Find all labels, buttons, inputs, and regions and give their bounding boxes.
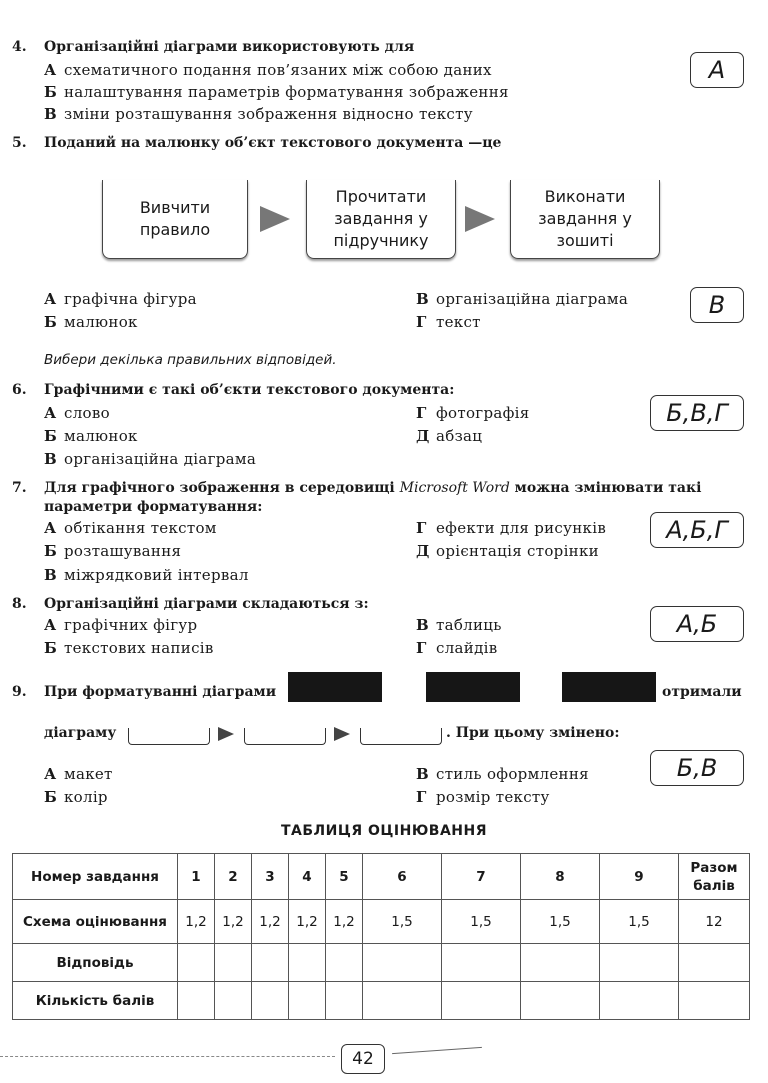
option-text: текст bbox=[436, 313, 481, 331]
q6-option-v bbox=[44, 450, 256, 468]
option-letter: Б bbox=[44, 83, 58, 101]
answer-blank-3[interactable] bbox=[360, 728, 442, 745]
q9-option-v bbox=[416, 765, 589, 783]
q8-option-b bbox=[44, 639, 214, 657]
option-text: малюнок bbox=[64, 427, 138, 445]
option-text: колір bbox=[64, 788, 108, 806]
q7-text-part: можна змінювати такі bbox=[514, 480, 702, 496]
q5-text: Поданий на малюнку об’єкт текстового документа —це bbox=[44, 135, 502, 151]
q7-option-d bbox=[416, 542, 599, 560]
q9-number: 9. bbox=[12, 684, 27, 700]
q5-option-v bbox=[416, 290, 628, 308]
table-title: ТАБЛИЦЯ ОЦІНЮВАННЯ bbox=[280, 823, 487, 839]
option-letter: Б bbox=[44, 313, 58, 331]
q8-option-g bbox=[416, 639, 497, 657]
q9-option-g bbox=[416, 788, 550, 806]
option-letter: В bbox=[44, 105, 57, 123]
option-text: макет bbox=[64, 765, 113, 783]
option-letter: А bbox=[44, 519, 57, 537]
q5-option-g bbox=[416, 313, 481, 331]
table-cell[interactable] bbox=[178, 944, 215, 982]
q9-text-diagram: діаграму bbox=[44, 725, 117, 741]
q7-answer-box[interactable]: А,Б,Г bbox=[650, 512, 744, 548]
option-letter: В bbox=[416, 290, 429, 308]
option-letter: Б bbox=[44, 788, 58, 806]
table-cell[interactable] bbox=[252, 982, 289, 1020]
q5-number: 5. bbox=[12, 135, 27, 151]
table-header-cell: 9 bbox=[600, 854, 679, 900]
option-letter: В bbox=[44, 566, 57, 584]
diagram-image-1 bbox=[288, 672, 382, 702]
option-letter: Д bbox=[416, 542, 430, 560]
option-letter: Б bbox=[44, 427, 58, 445]
multiple-answers-hint: Вибери декілька правильних відповідей. bbox=[44, 352, 337, 368]
table-header-label: Номер завдання bbox=[13, 854, 178, 900]
table-header-cell: 6 bbox=[363, 854, 442, 900]
q7-option-a bbox=[44, 519, 217, 537]
q7-app-name: Microsoft Word bbox=[399, 480, 510, 496]
option-letter: А bbox=[44, 404, 57, 422]
q6-option-d bbox=[416, 427, 482, 445]
table-row bbox=[13, 900, 750, 944]
option-text: фотографія bbox=[436, 404, 530, 422]
option-text: розташування bbox=[64, 542, 182, 560]
q7-text bbox=[44, 480, 754, 496]
table-header-cell: Разом балів bbox=[679, 854, 750, 900]
diagram-image-2 bbox=[426, 672, 520, 702]
table-row bbox=[13, 944, 750, 982]
option-letter: Г bbox=[416, 313, 427, 331]
table-cell: 1,5 bbox=[600, 900, 679, 944]
table-cell[interactable] bbox=[600, 944, 679, 982]
table-row-label: Кількість балів bbox=[13, 982, 178, 1020]
table-cell: 1,2 bbox=[289, 900, 326, 944]
table-cell: 1,5 bbox=[363, 900, 442, 944]
q9-answer-box[interactable]: Б,В bbox=[650, 750, 744, 786]
table-cell[interactable] bbox=[326, 982, 363, 1020]
q7-option-v bbox=[44, 566, 249, 584]
option-letter: А bbox=[44, 616, 57, 634]
option-letter: В bbox=[416, 616, 429, 634]
table-cell[interactable] bbox=[178, 982, 215, 1020]
table-header-cell: 1 bbox=[178, 854, 215, 900]
q9-text: При форматуванні діаграми bbox=[44, 684, 277, 700]
option-letter: Г bbox=[416, 404, 427, 422]
option-text: ефекти для рисунків bbox=[436, 519, 607, 537]
q4-number: 4. bbox=[12, 39, 27, 55]
q6-number: 6. bbox=[12, 382, 27, 398]
table-cell: 1,2 bbox=[215, 900, 252, 944]
flow-arrow-icon bbox=[465, 206, 495, 232]
table-cell[interactable] bbox=[363, 982, 442, 1020]
option-text: графічна фігура bbox=[64, 290, 197, 308]
score-table bbox=[12, 853, 750, 1020]
table-cell: 1,5 bbox=[521, 900, 600, 944]
q9-option-a bbox=[44, 765, 113, 783]
option-text: графічних фігур bbox=[64, 616, 198, 634]
table-cell[interactable] bbox=[289, 944, 326, 982]
q4-option-a bbox=[44, 61, 492, 79]
q8-option-a bbox=[44, 616, 197, 634]
option-letter: А bbox=[44, 290, 57, 308]
option-text: розмір тексту bbox=[436, 788, 550, 806]
arrow-icon bbox=[218, 727, 234, 741]
table-cell[interactable] bbox=[252, 944, 289, 982]
flow-box-1: Вивчити правило bbox=[102, 180, 248, 259]
option-text: таблиць bbox=[436, 616, 502, 634]
q5-answer-box[interactable]: В bbox=[690, 287, 744, 323]
q7-text-cont: параметри форматування: bbox=[44, 499, 263, 515]
table-row bbox=[13, 982, 750, 1020]
table-cell[interactable] bbox=[215, 982, 252, 1020]
option-text: організаційна діаграма bbox=[64, 450, 257, 468]
q9-text-cont: отримали bbox=[662, 684, 742, 700]
q7-number: 7. bbox=[12, 480, 27, 496]
q4-option-v bbox=[44, 105, 473, 123]
q9-text-changed: . При цьому змінено: bbox=[446, 725, 620, 741]
answer-blank-1[interactable] bbox=[128, 728, 210, 745]
q4-option-b bbox=[44, 83, 509, 101]
option-letter: А bbox=[44, 765, 57, 783]
footer-rule-right bbox=[392, 1047, 482, 1054]
table-cell[interactable] bbox=[442, 944, 521, 982]
table-cell: 1,2 bbox=[326, 900, 363, 944]
option-text: текстових написів bbox=[64, 639, 214, 657]
table-cell[interactable] bbox=[600, 982, 679, 1020]
option-text: стиль оформлення bbox=[436, 765, 589, 783]
q6-option-g bbox=[416, 404, 530, 422]
table-header-cell: 4 bbox=[289, 854, 326, 900]
table-cell[interactable] bbox=[215, 944, 252, 982]
answer-blank-2[interactable] bbox=[244, 728, 326, 745]
page-number: 42 bbox=[341, 1044, 385, 1074]
q4-answer-box[interactable]: А bbox=[690, 52, 744, 88]
q6-option-b bbox=[44, 427, 138, 445]
table-header-cell: 7 bbox=[442, 854, 521, 900]
option-text: організаційна діаграма bbox=[436, 290, 629, 308]
q6-text: Графічними є такі об’єкти текстового документа: bbox=[44, 382, 455, 398]
table-cell[interactable] bbox=[442, 982, 521, 1020]
footer-rule-left bbox=[0, 1056, 335, 1057]
table-cell[interactable] bbox=[679, 982, 750, 1020]
option-letter: А bbox=[44, 61, 57, 79]
table-cell: 1,2 bbox=[252, 900, 289, 944]
table-cell[interactable] bbox=[521, 982, 600, 1020]
table-cell[interactable] bbox=[679, 944, 750, 982]
option-letter: Б bbox=[44, 542, 58, 560]
option-text: слово bbox=[64, 404, 110, 422]
option-letter: Д bbox=[416, 427, 430, 445]
table-cell[interactable] bbox=[363, 944, 442, 982]
option-text: слайдів bbox=[436, 639, 498, 657]
q8-answer-box[interactable]: А,Б bbox=[650, 606, 744, 642]
q7-text-part: Для графічного зображення в середовищі bbox=[44, 480, 395, 496]
q7-option-g bbox=[416, 519, 606, 537]
option-letter: Б bbox=[44, 639, 58, 657]
q5-option-a bbox=[44, 290, 197, 308]
table-row-label: Відповідь bbox=[13, 944, 178, 982]
option-text: зміни розташування зображення відносно тексту bbox=[64, 105, 473, 123]
table-cell: 1,2 bbox=[178, 900, 215, 944]
q6-option-a bbox=[44, 404, 110, 422]
option-letter: В bbox=[416, 765, 429, 783]
option-letter: В bbox=[44, 450, 57, 468]
table-header-cell: 3 bbox=[252, 854, 289, 900]
option-text: обтікання текстом bbox=[64, 519, 217, 537]
table-header-cell: 2 bbox=[215, 854, 252, 900]
arrow-icon bbox=[334, 727, 350, 741]
option-text: орієнтація сторінки bbox=[436, 542, 599, 560]
table-cell[interactable] bbox=[289, 982, 326, 1020]
option-text: малюнок bbox=[64, 313, 138, 331]
option-text: абзац bbox=[436, 427, 483, 445]
table-cell[interactable] bbox=[521, 944, 600, 982]
flow-box-3: Виконати завдання у зошиті bbox=[510, 180, 660, 259]
q4-text: Організаційні діаграми використовують для bbox=[44, 39, 415, 55]
table-header-cell: 8 bbox=[521, 854, 600, 900]
q9-option-b bbox=[44, 788, 108, 806]
q5-option-b bbox=[44, 313, 138, 331]
table-header-cell: 5 bbox=[326, 854, 363, 900]
option-letter: Г bbox=[416, 639, 427, 657]
table-cell: 12 bbox=[679, 900, 750, 944]
q8-text: Організаційні діаграми складаються з: bbox=[44, 596, 369, 612]
option-letter: Г bbox=[416, 519, 427, 537]
table-header-row bbox=[13, 854, 750, 900]
option-text: міжрядковий інтервал bbox=[64, 566, 249, 584]
table-row-label: Схема оцінювання bbox=[13, 900, 178, 944]
flow-box-2: Прочитати завдання у підручнику bbox=[306, 180, 456, 259]
q8-number: 8. bbox=[12, 596, 27, 612]
q8-option-v bbox=[416, 616, 502, 634]
q7-option-b bbox=[44, 542, 181, 560]
option-text: налаштування параметрів форматування зображення bbox=[64, 83, 509, 101]
flow-arrow-icon bbox=[260, 206, 290, 232]
q6-answer-box[interactable]: Б,В,Г bbox=[650, 395, 744, 431]
diagram-image-3 bbox=[562, 672, 656, 702]
table-cell[interactable] bbox=[326, 944, 363, 982]
table-cell: 1,5 bbox=[442, 900, 521, 944]
option-letter: Г bbox=[416, 788, 427, 806]
option-text: схематичного подання пов’язаних між собою даних bbox=[64, 61, 492, 79]
